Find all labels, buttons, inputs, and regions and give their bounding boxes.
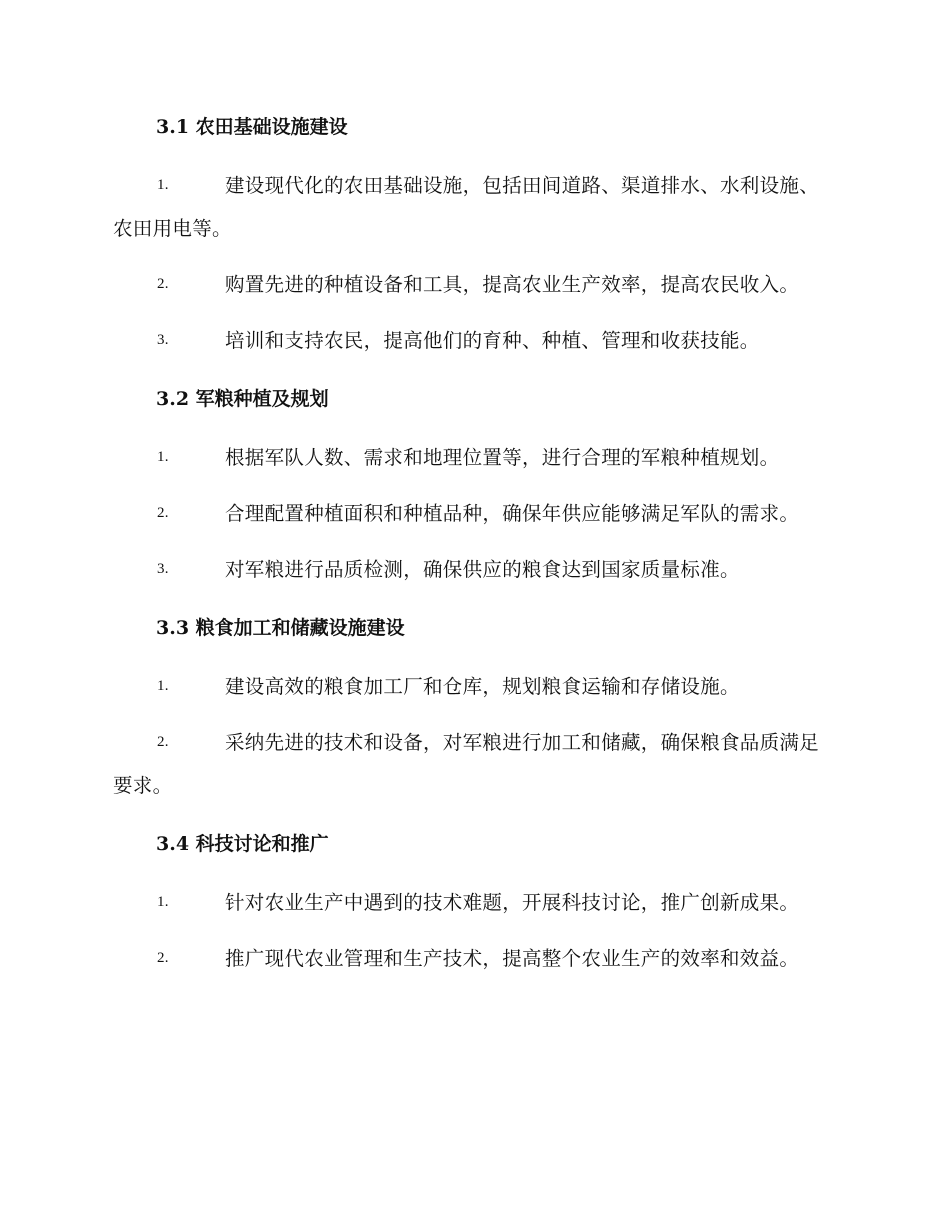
list-item (113, 665, 835, 708)
item-number: 1. (157, 678, 169, 694)
list-item (113, 436, 835, 479)
item-number: 2. (157, 505, 169, 521)
section-3-3 (113, 613, 835, 807)
item-number: 2. (157, 950, 169, 966)
item-number: 2. (157, 734, 169, 750)
list-item (113, 319, 835, 362)
item-number: 1. (157, 177, 169, 193)
item-text: 合理配置种植面积和种植品种，确保年供应能够满足军队的需求。 (225, 502, 800, 525)
section-3-1 (113, 112, 835, 362)
list-item (113, 492, 835, 535)
list-item (113, 937, 835, 980)
item-text: 推广现代农业管理和生产技术，提高整个农业生产的效率和效益。 (225, 947, 800, 970)
item-number: 3. (157, 561, 169, 577)
item-number: 3. (157, 332, 169, 348)
list-item (113, 164, 835, 250)
item-text: 建设现代化的农田基础设施，包括田间道路、渠道排水、水利设施、农田用电等。 (113, 174, 820, 240)
item-text: 对军粮进行品质检测，确保供应的粮食达到国家质量标准。 (225, 558, 740, 581)
document-body (113, 112, 835, 980)
section-3-2 (113, 384, 835, 591)
section-3-4 (113, 829, 835, 980)
list-item (113, 548, 835, 591)
section-heading: 3.2 军粮种植及规划 (156, 388, 329, 410)
list-item (113, 721, 835, 807)
item-text: 采纳先进的技术和设备，对军粮进行加工和储藏，确保粮食品质满足要求。 (113, 731, 820, 797)
item-text: 建设高效的粮食加工厂和仓库，规划粮食运输和存储设施。 (225, 675, 740, 698)
item-number: 1. (157, 449, 169, 465)
item-text: 根据军队人数、需求和地理位置等，进行合理的军粮种植规划。 (225, 446, 780, 469)
section-heading: 3.3 粮食加工和储藏设施建设 (156, 617, 405, 639)
section-heading: 3.4 科技讨论和推广 (156, 833, 329, 855)
item-text: 培训和支持农民，提高他们的育种、种植、管理和收获技能。 (225, 329, 760, 352)
item-text: 购置先进的种植设备和工具，提高农业生产效率，提高农民收入。 (225, 273, 800, 296)
item-text: 针对农业生产中遇到的技术难题，开展科技讨论，推广创新成果。 (225, 891, 800, 914)
section-heading: 3.1 农田基础设施建设 (156, 116, 348, 138)
list-item (113, 881, 835, 924)
item-number: 1. (157, 894, 169, 910)
list-item (113, 263, 835, 306)
item-number: 2. (157, 276, 169, 292)
